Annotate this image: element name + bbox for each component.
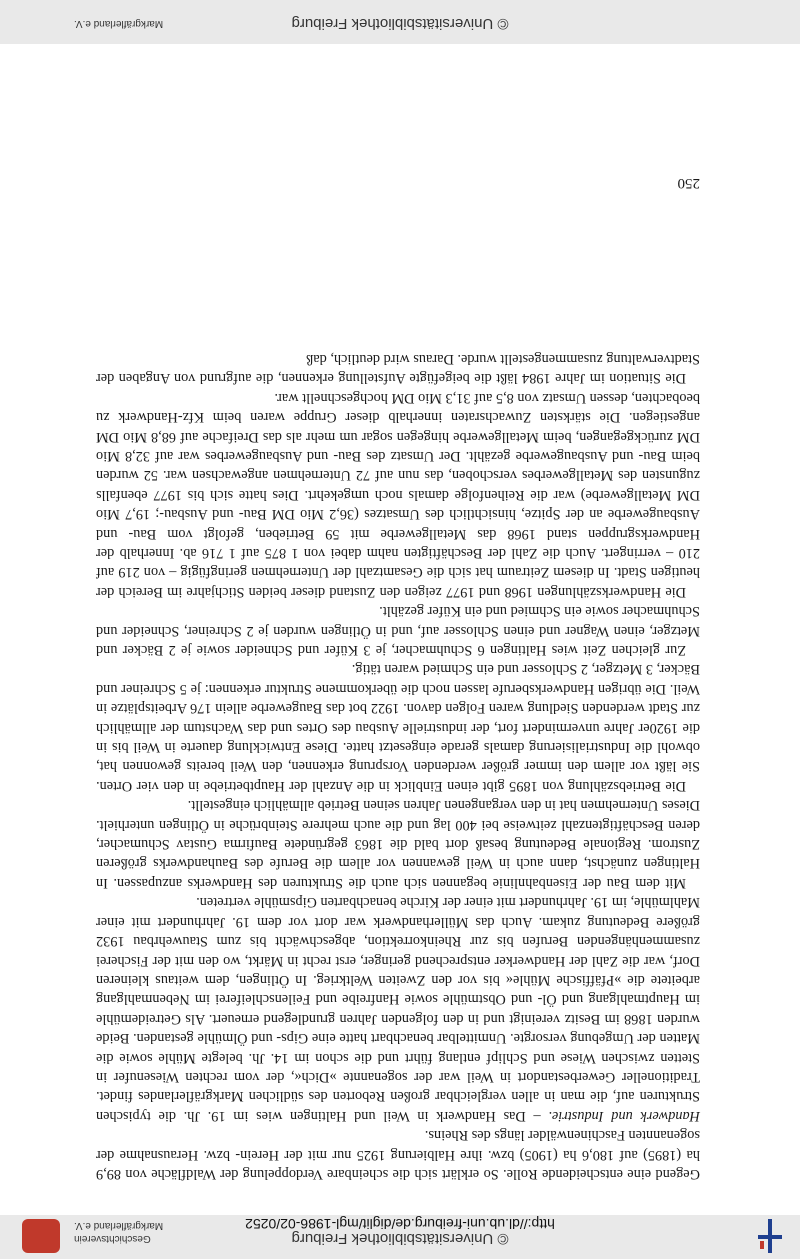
footer-publisher: Markgräflerland e.V. — [74, 18, 164, 29]
document-body — [96, 349, 700, 1183]
paragraph-5: Zur gleichen Zeit wies Haltingen 6 Schuhmacher, je 3 Küfer und Schneider sowie je 2 Bäcker und Metzger, einen Wagner und einen Schlosser auf, und in Ötlingen wurden je 2 Schreiner, Schneider und Schuhmacher sowie ein Schmied und ein Küfer gezählt. — [96, 603, 700, 659]
paragraph-3: Mit dem Bau der Eisenbahnlinie begannen sich auch die Strukturen des Handwerks anzupassen. In Haltingen zunächst, dann auch in Weil gewannen vor allem die Berufe des Bauhandwerks größeren Zustrom. Regionale Bedeutung besaß dort bald die 1863 gegründete Baufirma Gustav Schumacher, deren Beschäftigtenzahl zeitweise bei 400 lag und die auch mehrere Steinbrüche in Ötlingen unterhielt. Dieses Unternehmen hat in den vergangenen Jahren seinen Betrieb allmählich eingestellt. — [96, 797, 700, 891]
publisher-line-1: Geschichtsverein — [74, 1233, 151, 1244]
paragraph-7: Die Situation im Jahre 1984 läßt die beigefügte Aufstellung erkennen, die aufgrund von Angaben der Stadtverwaltung zusammengestellt wurde. Daraus wird deutlich, daß — [96, 350, 700, 387]
paragraph-1: Gegend eine entscheidende Rolle. So erklärt sich die scheinbare Verdoppelung der Waldfläche von 89,9 ha (1895) auf 180,6 ha (1905) bzw. ihre Halbierung 1925 nur mit der Herein- bzw. Herausnahme der sogenannten Faschinenwälder längs des Rheins. — [96, 1127, 700, 1182]
paragraph-4: Die Betriebszählung von 1895 gibt einen Einblick in die Anzahl der Hauptbetriebe in den vier Orten. Sie läßt vor allem den immer größer werdenden Vorsprung erkennen, den Weil bereits gewonnen hat, obwohl die Industrialisierung damals gerade eingesetzt hatte. Diese Entwicklung dauerte in Weil bis in die 1920er Jahre unvermindert fort, der industrielle Ausbau des Ortes und das Wachstum der allmählich zur Stadt werdenden Siedlung waren Folgen davon. 1922 bot das Baugewerbe allein 176 Arbeitsplätze in Weil. Die übrigen Handwerksberufe lassen noch die überkommene Struktur erkennen: je 5 Schreiner und Bäcker, 3 Metzger, 2 Schlosser und ein Schmied waren tätig. — [96, 661, 700, 794]
publisher-crest-icon — [22, 1219, 60, 1253]
footer-institution-text: © Universitätsbibliothek Freiburg — [291, 15, 509, 32]
page-number: 250 — [677, 175, 700, 191]
paragraph-2-text: – Das Handwerk in Weil und Haltingen wies im 19. Jh. die typischen Strukturen auf, die man in allen vergleichbar großen Reborten des südlichen Markgräflerlandes findet. Traditioneller Gewerbestandort in Weil war der sogenannte »Dich«, der vom rechten Wiesenufer in Stetten zwischen Wiese und Schlipf entlang führt und die schon im 14. Jh. belegte Mühle sowie die Matten der Umgebung versorgte. Unmittelbar benachbart hatte eine Gips- und Ölmühle gestanden. Beide wurden 1868 im Besitz vereinigt und in den folgenden Jahren grundlegend erneuert. Als Getreidemühle im Hauptmahlgang und Öl- und Obstmühle sowie Hanfreibe und Feilenschleiferei im Nebenmahlgang arbeitete die »Pfäffische Mühle« bis vor den Zweiten Weltkrieg. In Ötlingen, dem weitaus kleineren Dorf, war die Zahl der Handwerker entsprechend geringer, erst recht in Märkt, wo den mit der Fischerei zusammenhängenden Berufen bis zur Rheinkorrektion, abgeschwächt bis zum Stauwehrbau 1932 größere Bedeutung zukam. Auch das Müllerhandwerk war dort vor dem 19. Jahrhundert mit einer Mahlmühle, im 19. Jahrhundert mit einer der Kirche benachbarten Gipsmühle vertreten. — [95, 894, 700, 1124]
header-band — [0, 1215, 800, 1259]
publisher-line-2: Markgräflerland e.V. — [74, 1220, 164, 1231]
header-url[interactable]: http://dl.ub.uni-freiburg.de/diglit/mgl-1986-02/0252 — [245, 1216, 555, 1232]
header-publisher — [74, 1219, 163, 1245]
footer-band — [0, 0, 800, 44]
paragraph-2 — [96, 892, 700, 1125]
section-heading: Handwerk und Industrie. — [548, 1107, 700, 1124]
paragraph-6: Die Handwerkszählungen 1968 und 1977 zeigen den Zustand dieser beiden Stichjahre im Bereich der heutigen Stadt. In diesem Zeitraum hat sich die Gesamtzahl der Unternehmen geringfügig – von 219 auf 210 – verringert. Auch die Zahl der Beschäftigten nahm dabei von 1 875 auf 1 716 ab. Innerhalb der Handwerksgruppen stand 1968 das Metallgewerbe mit 59 Betrieben, gefolgt vom Bau- und Ausbaugewerbe an der Spitze, hinsichtlich des Umsatzes (36,2 Mio DM Bau- und Ausbau-; 19,7 Mio DM Metallgewerbe) war die Reihenfolge damals noch umgekehrt. Dies hatte sich bis 1977 ebenfalls zugunsten des Metallgewerbes verschoben, das nun auf 72 Unternehmen angewachsen war. 52 wurden beim Bau- und Ausbaugewerbe gezählt. Der Umsatz des Bau- und Ausbaugewerbes war auf 32,8 Mio DM zurückgegangen, beim Metallgewerbe hingegen sogar um mehr als das Dreifache auf 68,8 Mio DM angestiegen. Die stärksten Zuwachsraten innerhalb dieser Gruppe waren beim Kfz-Handwerk zu beobachten, dessen Umsatz von 8,5 auf 31,3 Mio DM hochgeschnellt war. — [96, 389, 700, 600]
header-institution: © Universitätsbibliothek Freiburg — [291, 1230, 509, 1247]
